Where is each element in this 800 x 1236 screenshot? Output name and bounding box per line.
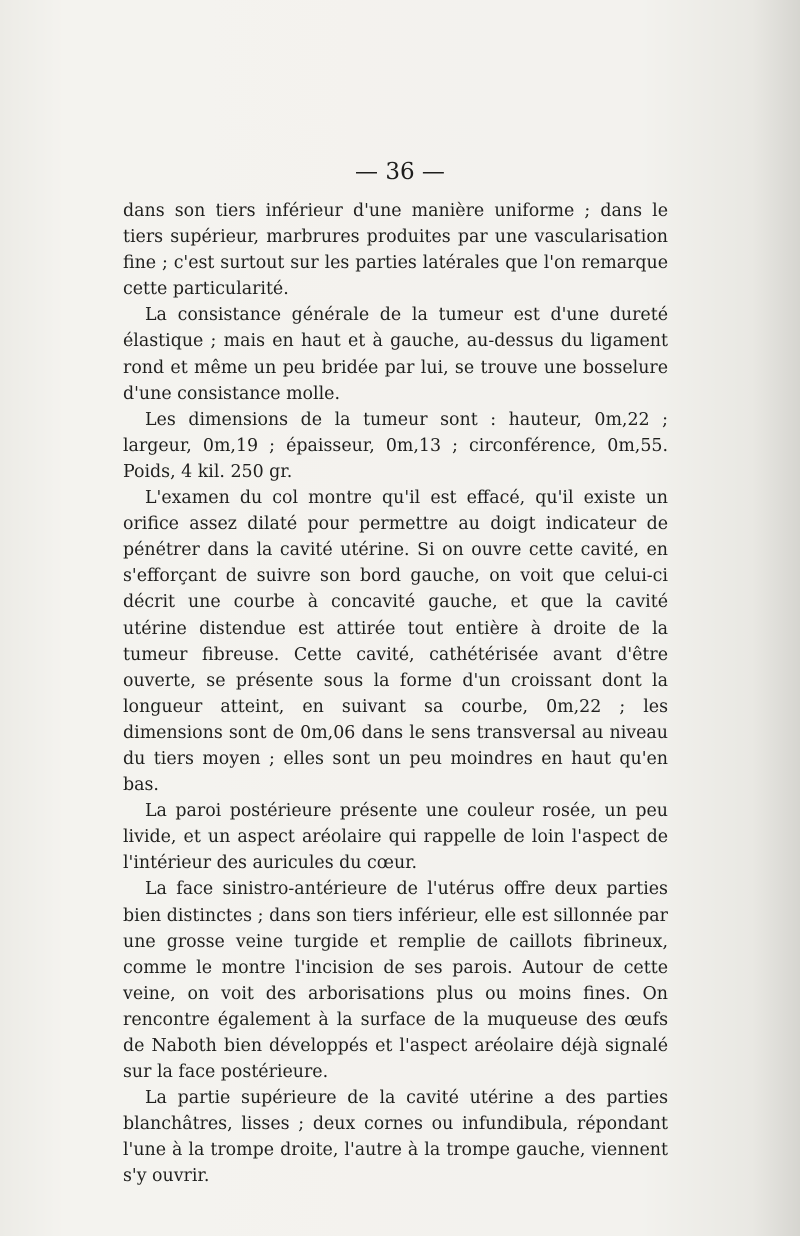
paragraph-3: Les dimensions de la tumeur sont : hauteur, 0m,22 ; largeur, 0m,19 ; épaisseur, 0m,13 ; circonférence, 0m,55. Poids, 4 kil. 250 gr. xyxy=(123,409,668,482)
paragraph-4: L'examen du col montre qu'il est effacé, qu'il existe un orifice assez dilaté pour permettre au doigt indicateur de pénétrer dans la cavité utérine. Si on ouvre cette cavité, en s'efforçant de suivre son bord gauche, on voit que celui-ci décrit une courbe à concavité gauche, et que la cavité utérine distendue est attirée tout entière à droite de la tumeur fibreuse. Cette cavité, cathétérisée avant d'être ouverte, se présente sous la forme d'un croissant dont la longueur atteint, en suivant sa courbe, 0m,22 ; les dimensions sont de 0m,06 dans le sens transversal au niveau du tiers moyen ; elles sont un peu moindres en haut qu'en bas. xyxy=(123,488,668,796)
paragraph-6: La face sinistro-antérieure de l'utérus offre deux parties bien distinctes ; dans son tiers inférieur, elle est sillonnée par une grosse veine turgide et remplie de caillots fibrineux, comme le montre l'incision de ses parois. Autour de cette veine, on voit des arborisations plus ou moins fines. On rencontre également à la surface de la muqueuse des œufs de Naboth bien développés et l'aspect aréolaire déjà signalé sur la face postérieure. xyxy=(123,879,668,1083)
paragraph-7: La partie supérieure de la cavité utérine a des parties blanchâtres, lisses ; deux cornes ou infundibula, répondant l'une à la trompe droite, l'autre à la trompe gauche, viennent s'y ouvrir. xyxy=(123,1088,668,1187)
page-number: — 36 — xyxy=(355,159,445,185)
paragraph-5: La paroi postérieure présente une couleur rosée, un peu livide, et un aspect aréolaire qui rappelle de loin l'aspect de l'intérieur des auricules du cœur. xyxy=(123,801,668,874)
paragraph-2: La consistance générale de la tumeur est d'une dureté élastique ; mais en haut et à gauche, au-dessus du ligament rond et même un peu bridée par lui, se trouve une bosselure d'une consistance molle. xyxy=(123,305,668,404)
paragraph-1: dans son tiers inférieur d'une manière uniforme ; dans le tiers supérieur, marbrures produites par une vascularisation fine ; c'est surtout sur les parties latérales que l'on remarque cette particularité. xyxy=(123,201,668,300)
body-text xyxy=(123,198,668,1190)
